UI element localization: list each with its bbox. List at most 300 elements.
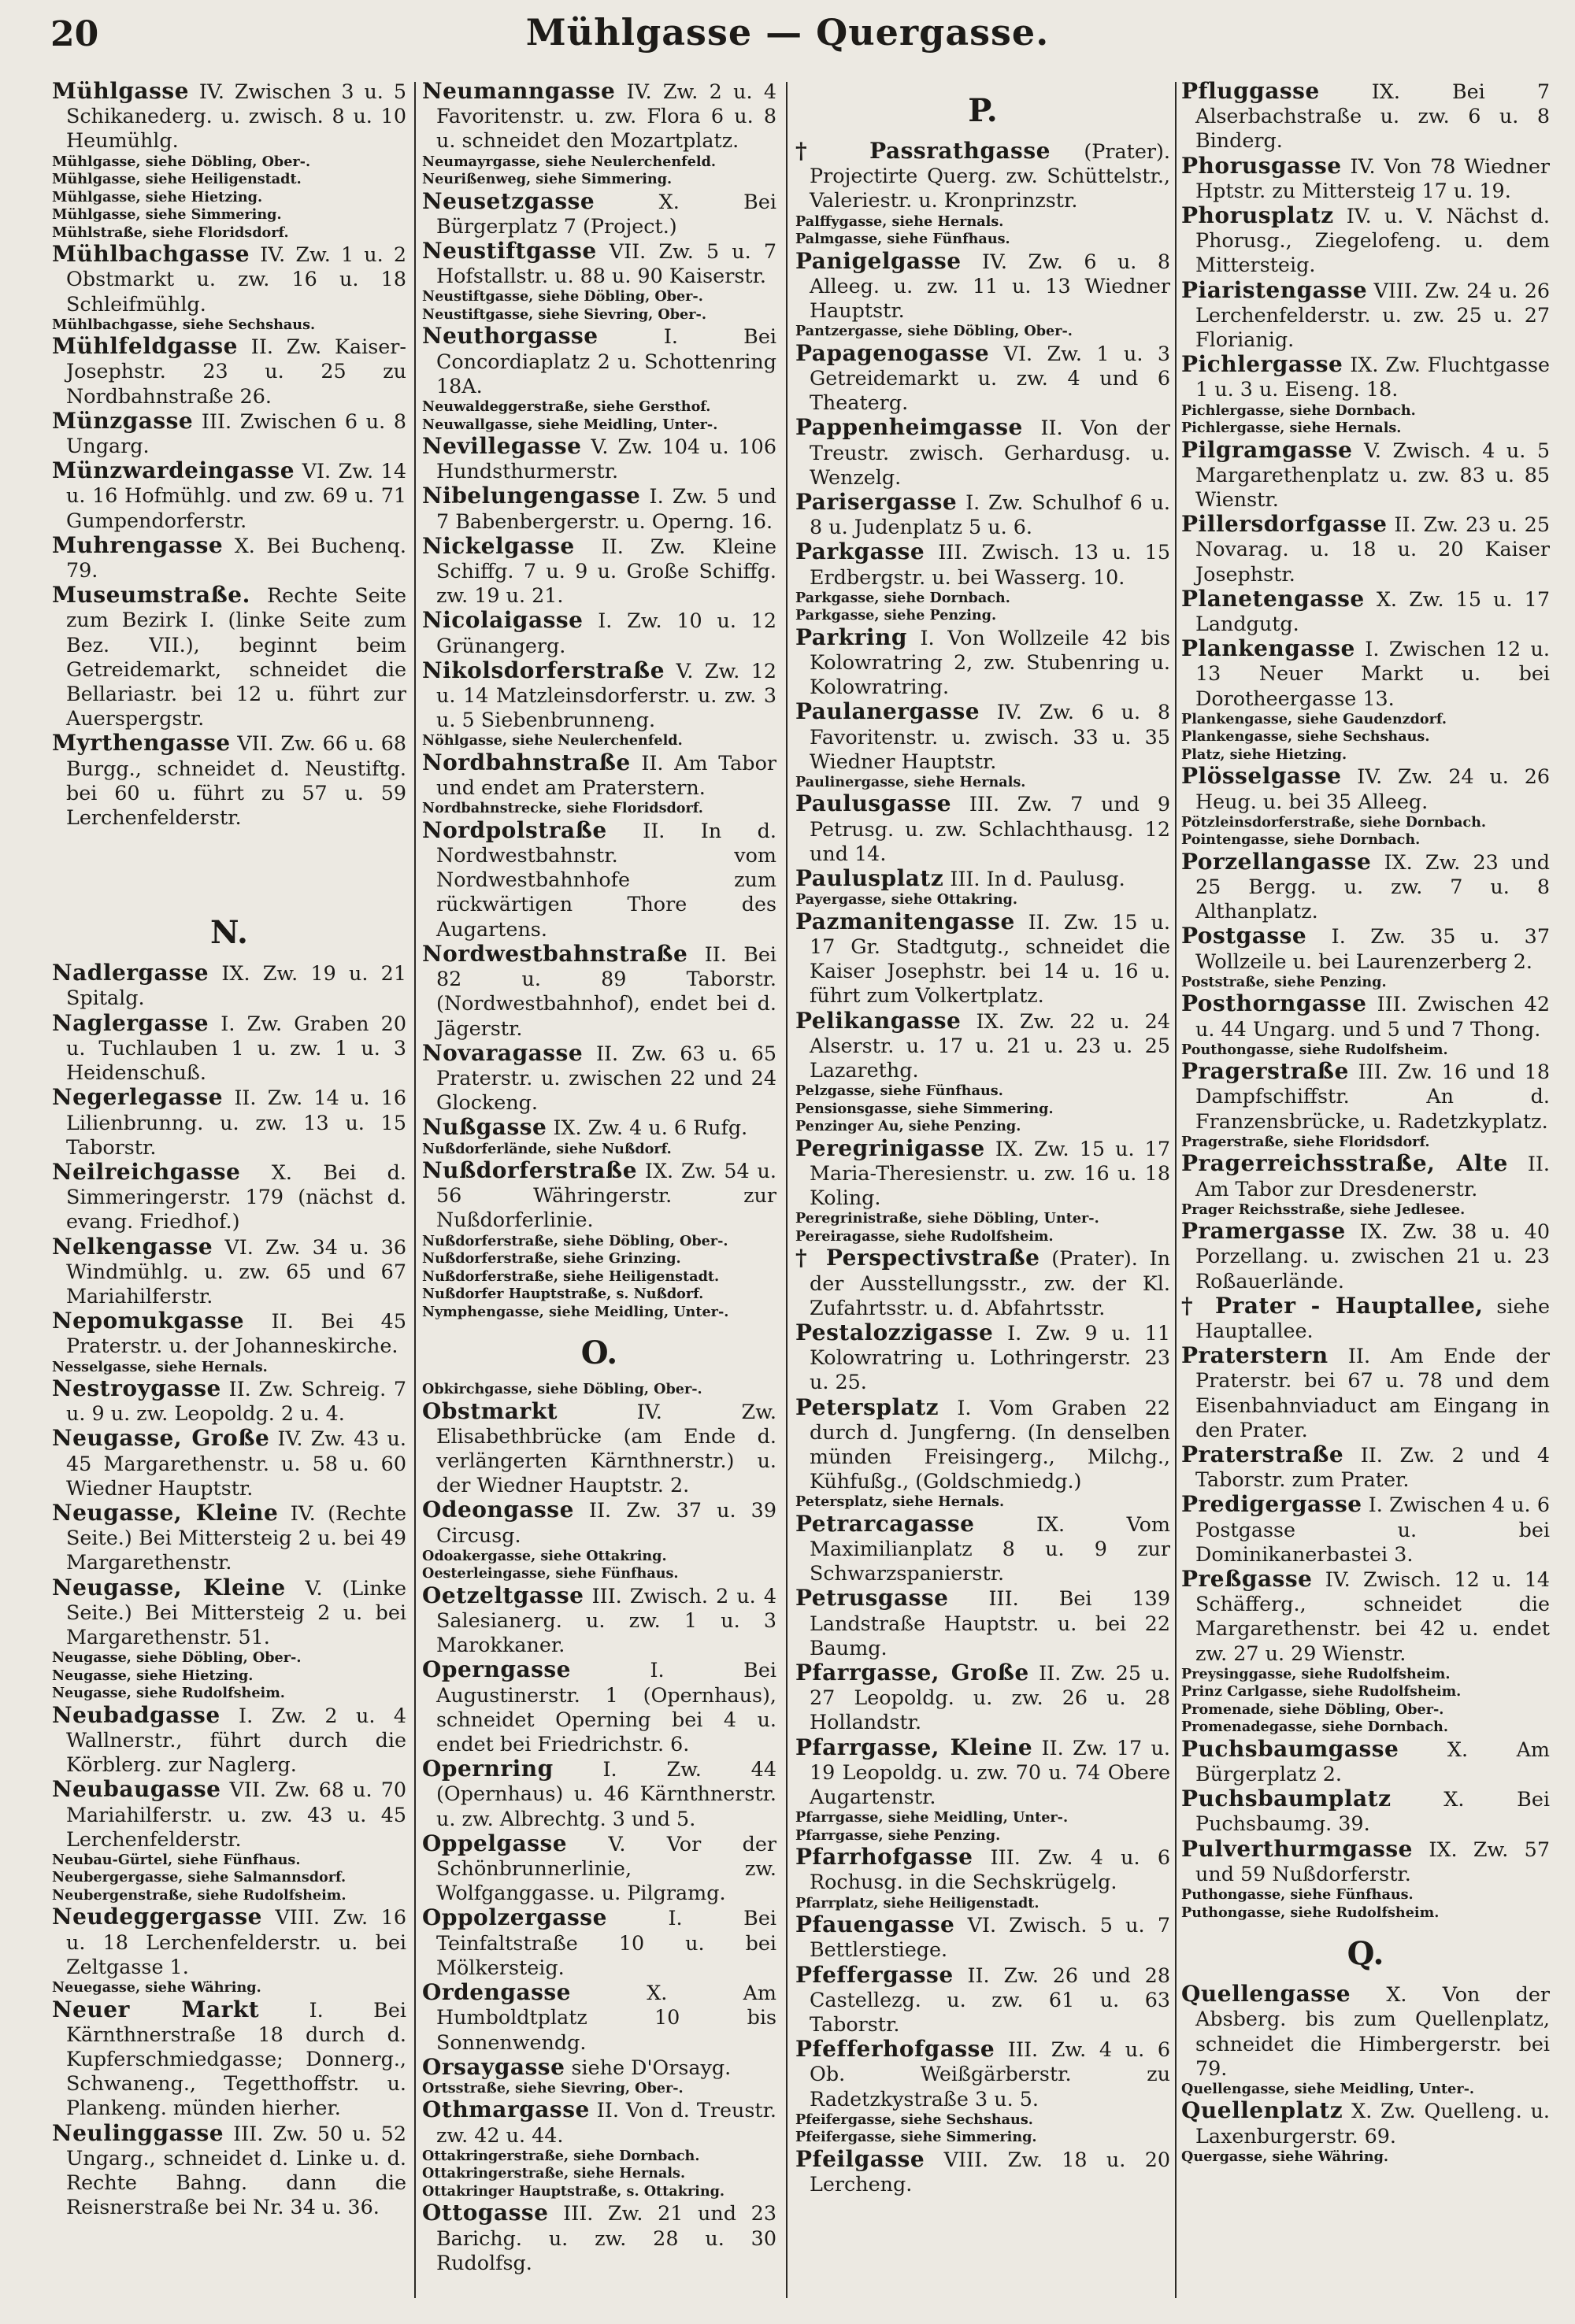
street-entry <box>795 1512 1170 1586</box>
street-description: II. Zw. 63 u. 65 Praterstr. u. zwischen 22 und 24 Glockeng. <box>436 1041 776 1115</box>
column-2 <box>422 79 776 2307</box>
street-description: X. Zw. 15 u. 17 Landgutg. <box>1195 587 1550 636</box>
street-entry <box>1181 764 1550 813</box>
street-name: Neuer Markt <box>52 1996 260 2022</box>
street-description: III. Zwisch. 2 u. 4 Salesianerg. u. zw. 1 u. 3 Marokkaner. <box>436 1583 776 1657</box>
street-entry <box>1181 1837 1550 1886</box>
street-entry <box>52 1575 406 1650</box>
cross-reference-entry: Poststraße, siehe Penzing. <box>1181 973 1387 990</box>
street-name: Nußgasse <box>422 1114 547 1141</box>
street-entry <box>422 239 776 288</box>
street-description: III. Zw. 16 und 18 Dampfschiffstr. An d. Franzensbrücke, u. Radetzkyplatz. <box>1195 1060 1550 1133</box>
cross-reference-entry: Nußdorfer Hauptstraße, s. Nußdorf. <box>422 1286 704 1303</box>
street-name: Pfarrgasse, Große <box>795 1660 1029 1686</box>
street-description: II. Am Tabor und endet am Praterstern. <box>436 750 776 800</box>
cross-reference-entry: Paulinergasse, siehe Hernals. <box>795 773 1026 790</box>
street-description: X. Am Bürgerplatz 2. <box>1195 1737 1550 1786</box>
street-description: X. Bei d. Simmeringerstr. 179 (nächst d. evang. Friedhof.) <box>66 1160 406 1234</box>
street-description: II. Von der Treustr. zwisch. Gerhardusg. u. Wenzelg. <box>810 416 1170 489</box>
street-description: I. Vom Graben 22 durch d. Jungferng. (In denselben münden Freisingerg., Milchg., Kühfußg., (Goldschmiedg.) <box>810 1395 1170 1493</box>
street-name: † Prater - Hauptallee, <box>1181 1292 1484 1319</box>
street-description: IV. Zw. 6 u. 8 Alleeg. u. zw. 11 u. 13 Wiedner Hauptstr. <box>810 249 1170 323</box>
cross-reference-entry: Neuegasse, siehe Währing. <box>52 1979 261 1996</box>
street-description: V. Zw. 104 u. 106 Hundsthurmerstr. <box>436 435 776 483</box>
street-name: Praterstraße <box>1181 1441 1344 1468</box>
street-name: Petrarcagasse <box>795 1510 975 1537</box>
cross-reference-entry: Quellengasse, siehe Meidling, Unter-. <box>1181 2080 1475 2097</box>
street-entry <box>795 1586 1170 1660</box>
street-name: Orsaygasse <box>422 2053 565 2080</box>
street-name: † Perspectivstraße <box>795 1245 1040 1271</box>
cross-reference-entry: Promenade, siehe Döbling, Ober-. <box>1181 1700 1444 1718</box>
street-name: Pfarrhofgasse <box>795 1844 973 1871</box>
street-entry <box>1181 278 1550 353</box>
street-entry <box>52 79 406 154</box>
street-description: IX. Zw. Fluchtgasse 1 u. 3 u. Eiseng. 18. <box>1195 353 1550 402</box>
street-entry <box>52 1501 406 1575</box>
street-name: Pfefferhofgasse <box>795 2036 995 2063</box>
street-name: Operngasse <box>422 1656 571 1683</box>
street-entry <box>795 625 1170 700</box>
street-entry <box>422 1497 776 1547</box>
street-entry <box>52 409 406 458</box>
cross-reference-entry: Nymphengasse, siehe Meidling, Unter-. <box>422 1303 729 1320</box>
street-entry <box>795 866 1170 891</box>
cross-reference-entry: Pichlergasse, siehe Dornbach. <box>1181 402 1416 419</box>
street-name: Phorusplatz <box>1181 202 1334 229</box>
street-entry <box>52 1160 406 1234</box>
street-description: II. Zw. 2 und 4 Taborstr. zum Prater. <box>1195 1443 1550 1492</box>
cross-reference-entry: Neuwaldeggerstraße, siehe Gersthof. <box>422 398 711 416</box>
cross-reference-entry: Obkirchgasse, siehe Döbling, Ober-. <box>422 1381 702 1398</box>
street-description: III. Zwischen 6 u. 8 Ungarg. <box>66 409 406 458</box>
street-entry <box>1181 1442 1550 1492</box>
cross-reference-entry: Neubergergasse, siehe Salmannsdorf. <box>52 1869 346 1886</box>
street-description: siehe D'Orsayg. <box>565 2055 732 2079</box>
cross-reference-entry: Pouthongasse, siehe Rudolfsheim. <box>1181 1041 1448 1058</box>
cross-reference-entry: Quergasse, siehe Währing. <box>1181 2148 1389 2165</box>
street-name: Münzgasse <box>52 407 194 434</box>
street-description: II. Zw. 15 u. 17 Gr. Stadtgutg., schneidet die Kaiser Josephstr. bei 14 u. 16 u. führt zum Volkertplatz. <box>810 909 1170 1008</box>
street-name: Neustiftgasse <box>422 238 597 265</box>
section-letter-heading: Q. <box>1347 1935 1384 1973</box>
street-description: IV. Zw. Elisabethbrücke (am Ende d. verlängerten Kärnthnerstr.) u. der Wiedner Hauptstr. 2. <box>436 1399 776 1497</box>
cross-reference-entry: Pantzergasse, siehe Döbling, Ober-. <box>795 323 1073 340</box>
street-entry <box>795 1963 1170 2037</box>
street-entry <box>795 2037 1170 2111</box>
street-description: III. Zw. 21 und 23 Barichg. u. zw. 28 u. 30 Rudolfsg. <box>436 2201 776 2274</box>
street-entry <box>52 1997 406 2121</box>
cross-reference-entry: Neubau-Gürtel, siehe Fünfhaus. <box>52 1851 301 1868</box>
street-name: Novaragasse <box>422 1039 584 1066</box>
street-description: IV. Zwisch. 12 u. 14 Schäfferg., schneidet die Margarethenstr. bei 42 u. endet zw. 27 u. 29 Wienstr. <box>1195 1567 1550 1665</box>
street-description: X. Bei Puchsbaumg. 39. <box>1195 1787 1550 1836</box>
street-description: III. Zw. 7 und 9 Petrusg. u. zw. Schlachthausg. 12 und 14. <box>810 792 1170 865</box>
street-description: III. Zw. 4 u. 6 Ob. Weißgärberstr. zu Radetzkystraße 3 u. 5. <box>810 2037 1170 2111</box>
street-description: I. Zw. Schulhof 6 u. 8 u. Judenplatz 5 u. 6. <box>810 490 1170 539</box>
street-name: Pramergasse <box>1181 1218 1346 1245</box>
street-description: II. Von d. Treustr. zw. 42 u. 44. <box>436 2098 776 2147</box>
street-name: Pelikangasse <box>795 1007 962 1034</box>
street-description: III. Zw. 4 u. 6 Rochusg. in die Sechskrügelg. <box>810 1845 1170 1894</box>
cross-reference-entry: Nußdorferlände, siehe Nußdorf. <box>422 1140 672 1157</box>
street-name: Nadlergasse <box>52 960 209 986</box>
cross-reference-entry: Parkgasse, siehe Dornbach. <box>795 589 1010 606</box>
street-description: IV. (Rechte Seite.) Bei Mittersteig 2 u. bei 49 Margarethenstr. <box>66 1501 406 1575</box>
street-description: I. Zw. 5 und 7 Babenbergerstr. u. Operng. 16. <box>436 484 776 533</box>
street-description: II. In d. Nordwestbahnstr. vom Nordwestbahnhofe zum rückwärtigen Thore des Augartens. <box>436 818 776 941</box>
cross-reference-entry: Neubergenstraße, siehe Rudolfsheim. <box>52 1886 346 1904</box>
street-entry <box>52 458 406 533</box>
street-description: V. (Linke Seite.) Bei Mittersteig 2 u. bei Margarethenstr. 51. <box>66 1575 406 1649</box>
street-description: VI. Zw. 14 u. 16 Hofmühlg. und zw. 69 u. 71 Gumpendorferstr. <box>66 459 406 532</box>
section-gap <box>52 830 406 901</box>
street-name: Nelkengasse <box>52 1233 213 1260</box>
street-entry <box>1181 512 1550 587</box>
street-entry <box>52 1777 406 1852</box>
street-description: IV. Zwischen 3 u. 5 Schikanederg. u. zwisch. 8 u. 10 Heumühlg. <box>66 80 406 153</box>
street-name: Myrthengasse <box>52 730 231 757</box>
page-number: 20 <box>50 14 99 54</box>
street-entry <box>422 1399 776 1498</box>
street-description: IX. Zw. 15 u. 17 Maria-Theresienstr. u. zw. 16 u. 18 Koling. <box>810 1136 1170 1210</box>
street-description: I. Zwischen 12 u. 13 Neuer Markt u. bei Dorotheergasse 13. <box>1195 637 1550 710</box>
street-description: (Prater). Projectirte Querg. zw. Schüttelstr., Valeriestr. u. Kronprinzstr. <box>810 139 1170 213</box>
street-name: Petrusgasse <box>795 1585 949 1612</box>
street-entry <box>52 1703 406 1778</box>
street-description: IX. Zw. 54 u. 56 Währingerstr. zur Nußdorferlinie. <box>436 1159 776 1232</box>
street-name: Phorusgasse <box>1181 152 1342 179</box>
street-name: Papagenogasse <box>795 339 990 366</box>
street-name: Plankengasse <box>1181 635 1355 662</box>
street-entry <box>1181 1151 1550 1201</box>
street-entry <box>1181 636 1550 711</box>
street-name: Piaristengasse <box>1181 276 1368 303</box>
street-entry <box>1181 1059 1550 1134</box>
column-rule <box>1175 82 1177 2298</box>
cross-reference-entry: Petersplatz, siehe Hernals. <box>795 1493 1005 1511</box>
street-entry <box>52 533 406 583</box>
street-entry <box>422 1657 776 1756</box>
street-name: Porzellangasse <box>1181 848 1372 875</box>
street-name: Pestalozzigasse <box>795 1319 994 1345</box>
cross-reference-entry: Penzinger Au, siehe Penzing. <box>795 1118 1021 1135</box>
street-entry <box>422 2055 776 2080</box>
street-entry <box>795 490 1170 539</box>
street-description: IV. Zw. 43 u. 45 Margarethenstr. u. 58 u. 60 Wiedner Hauptstr. <box>66 1427 406 1500</box>
street-name: Obstmarkt <box>422 1397 558 1424</box>
street-description: II. Bei 82 u. 89 Taborstr. (Nordwestbahnhof), endet bei d. Jägerstr. <box>436 942 776 1040</box>
street-description: I. Zwischen 4 u. 6 Postgasse u. bei Dominikanerbastei 3. <box>1195 1493 1550 1566</box>
street-entry <box>1181 154 1550 203</box>
cross-reference-entry: Nesselgasse, siehe Hernals. <box>52 1358 268 1375</box>
street-description: II. Am Tabor zur Dresdenerstr. <box>1195 1152 1550 1201</box>
street-name: Nordpolstraße <box>422 816 607 843</box>
street-description: III. In d. Paulusg. <box>943 867 1125 891</box>
column-3 <box>795 79 1170 2307</box>
cross-reference-entry: Palffygasse, siehe Hernals. <box>795 213 1004 230</box>
street-name: Predigergasse <box>1181 1491 1362 1518</box>
cross-reference-entry: Mühlbachgasse, siehe Sechshaus. <box>52 316 316 333</box>
street-entry <box>1181 587 1550 636</box>
cross-reference-entry: Neuwallgasse, siehe Meidling, Unter-. <box>422 416 718 433</box>
street-description: IV. Zw. 2 u. 4 Favoritenstr. u. zw. Flora 6 u. 8 u. schneidet den Mozartplatz. <box>436 80 776 153</box>
cross-reference-entry: Nußdorferstraße, siehe Heiligenstadt. <box>422 1267 720 1285</box>
street-description: IV. Von 78 Wiedner Hptstr. zu Mittersteig 17 u. 19. <box>1195 154 1550 202</box>
street-name: Quellengasse <box>1181 1981 1351 2008</box>
street-entry <box>795 1320 1170 1395</box>
cross-reference-entry: Pensionsgasse, siehe Simmering. <box>795 1100 1054 1117</box>
street-description: VI. Zw. 34 u. 36 Windmühlg. u. zw. 65 und 67 Mariahilferstr. <box>66 1234 406 1308</box>
street-description: VII. Zw. 5 u. 7 Hofstallstr. u. 88 u. 90 Kaiserstr. <box>436 239 776 288</box>
street-description: I. Zw. 2 u. 4 Wallnerstr., führt durch die Körblerg. zur Naglerg. <box>66 1703 406 1777</box>
street-description: III. Bei 139 Landstraße Hauptstr. u. bei 22 Baumg. <box>810 1586 1170 1660</box>
street-entry <box>795 1912 1170 1962</box>
cross-reference-entry: Mühlstraße, siehe Floridsdorf. <box>52 224 289 241</box>
street-description: I. Zw. 10 u. 12 Grünangerg. <box>436 609 776 657</box>
street-description: III. Zwischen 42 u. 44 Ungarg. und 5 und 7 Thong. <box>1195 992 1550 1041</box>
cross-reference-entry: Neustiftgasse, siehe Sievring, Ober-. <box>422 305 706 323</box>
street-entry <box>52 1376 406 1426</box>
street-description: (Prater). In der Ausstellungsstr., zw. der Kl. Zufahrtsstr. u. d. Abfahrtsstr. <box>810 1246 1170 1319</box>
street-entry <box>422 1041 776 1116</box>
street-entry <box>1181 1567 1550 1666</box>
street-description: IX. Zw. 22 u. 24 Alserstr. u. 17 u. 21 u. 23 u. 25 Lazarethg. <box>810 1008 1170 1082</box>
street-entry <box>422 483 776 533</box>
street-entry <box>422 818 776 942</box>
street-description: II. Zw. 26 und 28 Castellezg. u. zw. 61 u. 63 Taborstr. <box>810 1963 1170 2036</box>
cross-reference-entry: Neumayrgasse, siehe Neulerchenfeld. <box>422 153 716 170</box>
street-description: VIII. Zw. 24 u. 26 Lerchenfelderstr. u. zw. 25 u. 27 Florianig. <box>1195 278 1550 352</box>
street-name: Pillersdorfgasse <box>1181 511 1388 538</box>
cross-reference-entry: Ottakringerstraße, siehe Dornbach. <box>422 2147 700 2164</box>
street-description: VI. Zwisch. 5 u. 7 Bettlerstiege. <box>810 1913 1170 1962</box>
street-name: Nicolaigasse <box>422 607 584 634</box>
street-entry <box>422 1831 776 1906</box>
street-name: Pfarrgasse, Kleine <box>795 1734 1033 1760</box>
street-entry <box>422 2200 776 2275</box>
street-name: Neubaugasse <box>52 1776 221 1803</box>
street-entry <box>795 1245 1170 1320</box>
cross-reference-entry: Mühlgasse, siehe Heiligenstadt. <box>52 171 302 188</box>
street-entry <box>52 731 406 830</box>
street-name: Parkgasse <box>795 538 925 565</box>
street-name: Mühlgasse <box>52 79 189 104</box>
street-name: Parkring <box>795 624 907 650</box>
street-name: Oppolzergasse <box>422 1904 607 1931</box>
cross-reference-entry: Plankengasse, siehe Gaudenzdorf. <box>1181 710 1447 727</box>
street-description: II. Bei 45 Praterstr. u. der Johanneskirche. <box>66 1309 406 1358</box>
street-name: Pfauengasse <box>795 1911 955 1938</box>
cross-reference-entry: Puthongasse, siehe Rudolfsheim. <box>1181 1904 1440 1921</box>
street-description: X. Bei Bürgerplatz 7 (Project.) <box>436 189 776 238</box>
street-description: II. Zw. Kleine Schiffg. 7 u. 9 u. Große Schiffg. zw. 19 u. 21. <box>436 534 776 608</box>
street-name: Puchsbaumgasse <box>1181 1735 1399 1762</box>
street-name: Nordwestbahnstraße <box>422 940 688 967</box>
street-entry <box>422 1158 776 1233</box>
street-name: Parisergasse <box>795 488 958 515</box>
cross-reference-entry: Pfeifergasse, siehe Simmering. <box>795 2129 1037 2146</box>
street-name: Ottogasse <box>422 2200 549 2226</box>
street-entry <box>52 2121 406 2220</box>
street-description: IX. Zw. 23 und 25 Bergg. u. zw. 7 u. 8 Althanplatz. <box>1195 849 1550 923</box>
cross-reference-entry: Nöhlgasse, siehe Neulerchenfeld. <box>422 732 683 749</box>
street-name: Opernring <box>422 1756 554 1782</box>
street-entry <box>422 79 776 154</box>
street-description: IX. Zw. 57 und 59 Nußdorferstr. <box>1195 1837 1550 1885</box>
street-name: Oppelgasse <box>422 1830 568 1856</box>
street-entry <box>795 791 1170 866</box>
street-entry <box>795 699 1170 774</box>
street-name: Neugasse, Kleine <box>52 1574 286 1601</box>
street-entry <box>52 1904 406 1979</box>
street-name: Pichlergasse <box>1181 351 1343 378</box>
column-1 <box>52 79 406 2307</box>
street-entry <box>795 415 1170 490</box>
street-entry <box>422 434 776 483</box>
street-name: Odeongasse <box>422 1497 574 1523</box>
street-name: Nickelgasse <box>422 532 575 559</box>
street-description: V. Zwisch. 4 u. 5 Margarethenplatz u. zw. 83 u. 85 Wienstr. <box>1195 438 1550 512</box>
street-name: Paulanergasse <box>795 698 980 725</box>
street-entry <box>1181 79 1550 154</box>
street-entry <box>795 139 1170 213</box>
street-description: Rechte Seite zum Bezirk I. (linke Seite zum Bez. VII.), beginnt beim Getreidemarkt, schneidet die Bellariastr. bei 12 u. führt zur Auerspergstr. <box>66 583 406 731</box>
street-entry <box>1181 1219 1550 1293</box>
street-name: Pfeilgasse <box>795 2145 925 2172</box>
street-entry <box>422 189 776 239</box>
street-entry <box>1181 438 1550 513</box>
street-entry <box>1181 1982 1550 2081</box>
section-letter-heading: N. <box>210 914 248 952</box>
cross-reference-entry: Nußdorferstraße, siehe Grinzing. <box>422 1250 681 1267</box>
cross-reference-entry: Prager Reichsstraße, siehe Jedlesee. <box>1181 1201 1466 1218</box>
street-entry <box>52 1308 406 1358</box>
street-entry <box>1181 1492 1550 1567</box>
street-entry <box>795 1660 1170 1735</box>
street-name: Neulinggasse <box>52 2119 224 2146</box>
street-description: VI. Zw. 1 u. 3 Getreidemarkt u. zw. 4 und 6 Theaterg. <box>810 341 1170 415</box>
street-name: Nußdorferstraße <box>422 1157 638 1184</box>
street-description: IX. Zw. 4 u. 6 Rufg. <box>547 1116 748 1140</box>
street-description: IX. Bei 7 Alserbachstraße u. zw. 6 u. 8 Binderg. <box>1195 80 1550 153</box>
column-4 <box>1181 79 1550 2307</box>
cross-reference-entry: Pötzleinsdorferstraße, siehe Dornbach. <box>1181 813 1486 831</box>
street-description: I. Von Wollzeile 42 bis Kolowratring 2, zw. Stubenring u. Kolowratring. <box>810 625 1170 699</box>
street-name: Posthorngasse <box>1181 990 1367 1017</box>
street-entry <box>1181 991 1550 1041</box>
street-description: II. Zw. Kaiser-Josephstr. 23 u. 25 zu Nordbahnstraße 26. <box>66 335 406 408</box>
street-description: IV. Zw. 1 u. 2 Obstmarkt u. zw. 16 u. 18 Schleifmühlg. <box>66 242 406 316</box>
street-description: II. Am Ende der Praterstr. bei 67 u. 78 und dem Eisenbahnviaduct am Eingang in den Prater. <box>1195 1344 1550 1441</box>
cross-reference-entry: Pragerstraße, siehe Floridsdorf. <box>1181 1133 1430 1150</box>
street-entry <box>52 1426 406 1501</box>
street-description: V. Vor der Schönbrunnerlinie, zw. Wolfganggasse. u. Pilgramg. <box>436 1831 776 1905</box>
cross-reference-entry: Neurißenweg, siehe Simmering. <box>422 171 673 188</box>
street-description: VIII. Zw. 18 u. 20 Lercheng. <box>810 2147 1170 2196</box>
street-name: Neumanngasse <box>422 79 616 104</box>
cross-reference-entry: Pfeifergasse, siehe Sechshaus. <box>795 2111 1033 2128</box>
street-name: Planetengasse <box>1181 585 1365 612</box>
street-description: siehe Hauptallee. <box>1195 1293 1550 1343</box>
street-description: II. Zw. 23 u. 25 Novarag. u. 18 u. 20 Kaiser Josephstr. <box>1195 513 1550 586</box>
street-description: X. Bei Buchenq. 79. <box>66 533 406 583</box>
street-entry <box>422 534 776 609</box>
street-description: II. Zw. Schreig. 7 u. 9 u. zw. Leopoldg. 2 u. 4. <box>66 1377 406 1426</box>
street-entry <box>795 249 1170 324</box>
street-entry <box>422 1980 776 2055</box>
street-entry <box>52 1085 406 1160</box>
cross-reference-entry: Neugasse, siehe Döbling, Ober-. <box>52 1649 302 1667</box>
street-description: V. Zw. 12 u. 14 Matzleinsdorferstr. u. zw. 3 u. 5 Siebenbrunneng. <box>436 658 776 732</box>
street-name: Nestroygasse <box>52 1375 221 1402</box>
street-name: Naglergasse <box>52 1009 209 1036</box>
street-name: Paulusgasse <box>795 790 952 817</box>
street-entry <box>422 324 776 398</box>
street-description: III. Zw. 50 u. 52 Ungarg., schneidet d. Linke u. d. Rechte Bahng. dann die Reisnerstraße bei Nr. 34 u. 36. <box>66 2121 406 2219</box>
cross-reference-entry: Peregrinistraße, siehe Döbling, Unter-. <box>795 1210 1099 1227</box>
street-entry <box>795 341 1170 416</box>
cross-reference-entry: Promenadegasse, siehe Dornbach. <box>1181 1719 1448 1736</box>
street-description: I. Zw. 44 (Opernhaus) u. 46 Kärnthnerstr. u. zw. Albrechtg. 3 und 5. <box>436 1757 776 1830</box>
street-description: II. Zw. 14 u. 16 Lilienbrunng. u. zw. 13 u. 15 Taborstr. <box>66 1086 406 1159</box>
cross-reference-entry: Pfarrplatz, siehe Heiligenstadt. <box>795 1894 1040 1911</box>
street-entry <box>1181 2098 1550 2148</box>
street-description: X. Zw. Quelleng. u. Laxenburgerstr. 69. <box>1195 2099 1550 2148</box>
street-entry <box>1181 1293 1550 1343</box>
cross-reference-entry: Parkgasse, siehe Penzing. <box>795 607 997 624</box>
cross-reference-entry: Preysinggasse, siehe Rudolfsheim. <box>1181 1665 1451 1682</box>
street-name: Praterstern <box>1181 1342 1329 1369</box>
street-name: † Passrathgasse <box>795 138 1051 164</box>
cross-reference-entry: Pereiragasse, siehe Rudolfsheim. <box>795 1227 1054 1245</box>
street-name: Pappenheimgasse <box>795 414 1023 441</box>
street-description: X. Am Humboldtplatz 10 bis Sonnenwendg. <box>436 1981 776 2054</box>
page-running-title: Mühlgasse — Quergasse. <box>525 11 1050 54</box>
street-description: VII. Zw. 68 u. 70 Mariahilferstr. u. zw. 43 u. 45 Lerchenfelderstr. <box>66 1778 406 1851</box>
street-name: Paulusplatz <box>795 865 944 892</box>
street-name: Pilgramgasse <box>1181 436 1353 463</box>
street-name: Neubadgasse <box>52 1701 220 1728</box>
street-name: Nevillegasse <box>422 433 582 460</box>
cross-reference-entry: Plankengasse, siehe Sechshaus. <box>1181 728 1430 746</box>
cross-reference-entry: Neustiftgasse, siehe Döbling, Ober-. <box>422 288 703 305</box>
street-name: Peregrinigasse <box>795 1134 985 1161</box>
street-entry <box>1181 1343 1550 1442</box>
street-entry <box>422 1905 776 1980</box>
street-name: Nepomukgasse <box>52 1308 245 1334</box>
street-name: Münzwardeingasse <box>52 457 295 484</box>
street-entry <box>1181 1786 1550 1836</box>
cross-reference-entry: Pelzgasse, siehe Fünfhaus. <box>795 1082 1003 1100</box>
street-name: Neugasse, Kleine <box>52 1500 279 1527</box>
street-description: X. Von der Absberg. bis zum Quellenplatz, schneidet die Himbergerstr. bei 79. <box>1195 1982 1550 2080</box>
cross-reference-entry: Puthongasse, siehe Fünfhaus. <box>1181 1886 1414 1904</box>
street-name: Nordbahnstraße <box>422 749 631 775</box>
cross-reference-entry: Ortsstraße, siehe Sievring, Ober-. <box>422 2079 684 2096</box>
street-description: IV. Zw. 24 u. 26 Heug. u. bei 35 Alleeg. <box>1195 764 1550 813</box>
cross-reference-entry: Neugasse, siehe Hietzing. <box>52 1667 254 1684</box>
street-description: II. Zw. 37 u. 39 Circusg. <box>436 1498 776 1547</box>
street-description: I. Zw. 35 u. 37 Wollzeile u. bei Laurenzerberg 2. <box>1195 924 1550 973</box>
street-name: Quellenplatz <box>1181 2097 1343 2124</box>
street-entry <box>1181 203 1550 278</box>
street-description: II. Zw. 25 u. 27 Leopoldg. u. zw. 26 u. 28 Hollandstr. <box>810 1661 1170 1734</box>
street-entry <box>52 242 406 316</box>
street-entry <box>795 1395 1170 1494</box>
street-name: Preßgasse <box>1181 1566 1313 1593</box>
cross-reference-entry: Oesterleingasse, siehe Fünfhaus. <box>422 1565 679 1582</box>
